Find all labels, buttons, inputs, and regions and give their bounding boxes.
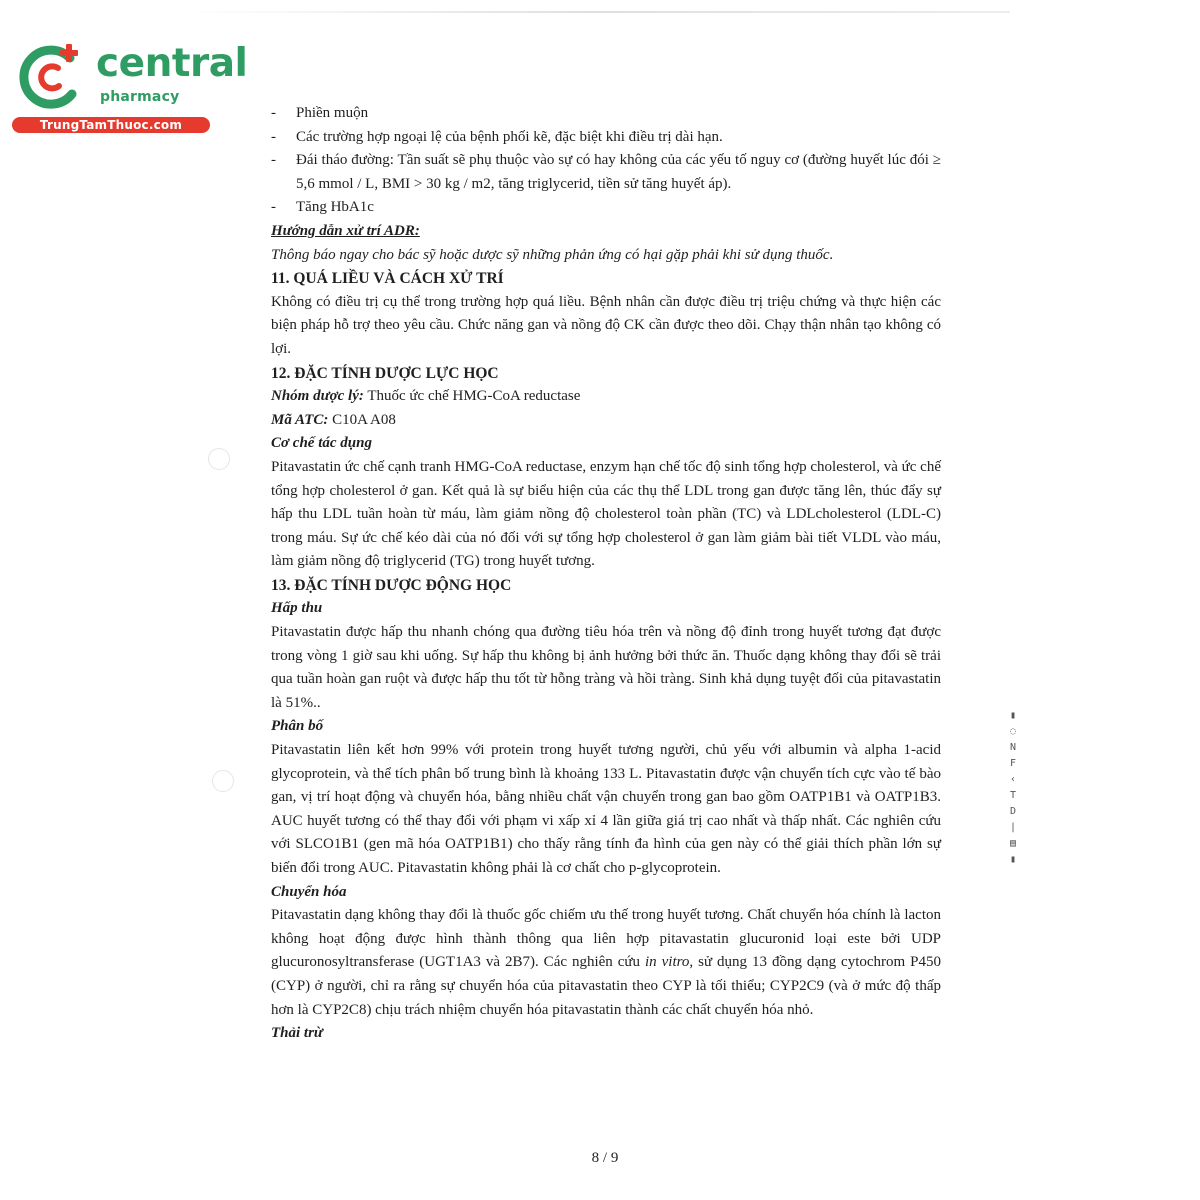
margin-stamp-mark: ▮ [1009, 710, 1017, 721]
section-11-text: Không có điều trị cụ thể trong trường hợp quá liều. Bệnh nhân cần được điều trị triệu chứng và thực hiện các biện pháp hỗ trợ theo yêu cầu. Chức năng gan và nồng độ CK cần được theo dõi. Chạy thận nhân tạo không có lợi. [271, 293, 941, 357]
adr-heading: Hướng dẫn xử trí ADR: [271, 222, 420, 239]
bullet-text: Các trường hợp ngoại lệ của bệnh phối kẽ, đặc biệt khi điều trị dài hạn. [296, 128, 723, 145]
bullet-item [271, 149, 941, 196]
distribution-text: Pitavastatin liên kết hơn 99% với protein trong huyết tương người, chủ yếu với albumin và alpha 1-acid glycoprotein, và thể tích phân bố trung bình là khoảng 133 L. Pitavastatin được vận chuyển tích cực vào tế bào gan, vị trí hoạt động và chuyển hóa, bằng nhiều chất vận chuyển trong gan bao gồm OATP1B1 và OATP1B3. AUC huyết tương có thể thay đổi với phạm vi xấp xỉ 4 lần giữa giá trị cao nhất và thấp nhất. Các nghiên cứu với SLCO1B1 (gen mã hóa OATP1B1) cho thấy rằng tính đa hình của gen này có thể giải thích phần lớn sự biến đổi trong AUC. Pitavastatin không phải là cơ chất cho p-glycoprotein. [271, 742, 941, 876]
bullet-text: Đái tháo đường: Tần suất sẽ phụ thuộc vào sự có hay không của các yếu tố nguy cơ (đường huyết lúc đói ≥ 5,6 mmol / L, BMI > 30 kg / m2, tăng triglycerid, tiền sử tăng huyết áp). [296, 152, 941, 192]
margin-stamp-mark: ▤ [1009, 838, 1017, 849]
mechanism-text: Pitavastatin ức chế cạnh tranh HMG-CoA reductase, enzym hạn chế tốc độ sinh tổng hợp cholesterol, và ức chế tổng hợp cholesterol ở gan. Kết quả là sự biểu hiện của các thụ thể LDL trong gan được tăng lên, thúc đẩy sự hấp thu LDL tuần hoàn từ máu, làm giảm nồng độ cholesterol toàn phần (TC) và LDLcholesterol (LDL-C) trong máu. Sự ức chế kéo dài của nó đối với sự tổng hợp cholesterol ở gan làm giảm bài tiết VLDL vào máu, làm giảm nồng độ triglycerid (TG) trong huyết tương. [271, 458, 941, 570]
bullet-dash: - [271, 128, 276, 145]
metabolism-text [271, 904, 941, 1022]
margin-stamp-mark: F [1009, 758, 1017, 769]
atc-code [271, 409, 941, 433]
margin-stamp-mark: ‹ [1009, 774, 1017, 785]
punch-hole [208, 448, 230, 470]
margin-stamp-mark: T [1009, 790, 1017, 801]
margin-stamp-mark: ◌ [1009, 726, 1017, 737]
excretion-heading: Thải trừ [271, 1025, 323, 1042]
absorption-heading: Hấp thu [271, 600, 323, 617]
brand-website-link[interactable]: TrungTamThuoc.com [12, 117, 210, 133]
bullet-item [271, 196, 941, 220]
bullet-item [271, 126, 941, 150]
margin-stamp-mark: | [1009, 822, 1017, 833]
section-11-heading: 11. QUÁ LIỀU VÀ CÁCH XỬ TRÍ [271, 270, 504, 288]
bullet-text: Phiền muộn [296, 105, 369, 121]
brand-name: central [96, 41, 248, 86]
metabolism-heading: Chuyển hóa [271, 883, 347, 900]
distribution-heading: Phân bố [271, 718, 324, 735]
brand-logo[interactable] [12, 36, 248, 136]
bullet-item [271, 102, 941, 126]
metabolism-text-part-2: sử dụng 13 đồng dạng cytochrom P450 (CYP) ở người, chỉ ra rằng sự chuyển hóa của pitavastatin theo CYP là tối thiểu; CYP2C9 (và ở mức độ thấp hơn là CYP2C8) chịu trách nhiệm chuyển hóa pitavastatin thành các chất chuyển hóa nhỏ. [271, 954, 941, 1018]
bullet-dash: - [271, 199, 276, 216]
margin-stamp [1006, 708, 1020, 868]
margin-stamp-mark: D [1009, 806, 1017, 817]
mechanism-heading: Cơ chế tác dụng [271, 435, 372, 452]
bullet-text: Tăng HbA1c [296, 199, 374, 216]
pharmacologic-group-value: Thuốc ức chế HMG-CoA reductase [363, 388, 581, 405]
atc-code-label: Mã ATC: [271, 411, 329, 428]
metabolism-text-italic: in vitro, [645, 954, 694, 971]
punch-hole [212, 770, 234, 792]
brand-subtitle: pharmacy [100, 89, 180, 105]
section-12-heading: 12. ĐẶC TÍNH DƯỢC LỰC HỌC [271, 364, 499, 382]
pharmacologic-group [271, 385, 941, 409]
pharmacologic-group-label: Nhóm dược lý: [271, 388, 364, 405]
bullet-dash: - [271, 105, 276, 121]
adr-text: Thông báo ngay cho bác sỹ hoặc dược sỹ những phản ứng có hại gặp phải khi sử dụng thuốc. [271, 246, 834, 263]
margin-stamp-mark: N [1009, 742, 1017, 753]
bullet-dash: - [271, 152, 276, 169]
atc-code-value: C10A A08 [328, 411, 396, 428]
margin-stamp-mark: ▮ [1009, 854, 1017, 865]
absorption-text: Pitavastatin được hấp thu nhanh chóng qua đường tiêu hóa trên và nồng độ đỉnh trong huyết tương đạt được trong vòng 1 giờ sau khi uống. Sự hấp thu không bị ảnh hưởng bởi thức ăn. Thuốc dạng không thay đổi sẽ trải qua tuần hoàn gan ruột và được hấp thu tốt từ hỗng tràng và hồi tràng. Sinh khả dụng tuyệt đối của pitavastatin là 51%.. [271, 624, 941, 711]
metabolism-text-part-1: Pitavastatin dạng không thay đổi là thuốc gốc chiếm ưu thế trong huyết tương. Chất chuyển hóa chính là lacton không hoạt động được hình thành thông qua liên hợp pitavastatin glucuronid loại este bởi UDP glucuronosyltransferase (UGT1A3 và 2B7). Các nghiên cứu [271, 907, 941, 971]
section-13-heading: 13. ĐẶC TÍNH DƯỢC ĐỘNG HỌC [271, 576, 512, 594]
scan-edge-line [180, 11, 1010, 13]
page-number: 8 / 9 [591, 1150, 619, 1166]
document-body [271, 102, 941, 1046]
central-pharmacy-logo-icon [12, 38, 92, 116]
